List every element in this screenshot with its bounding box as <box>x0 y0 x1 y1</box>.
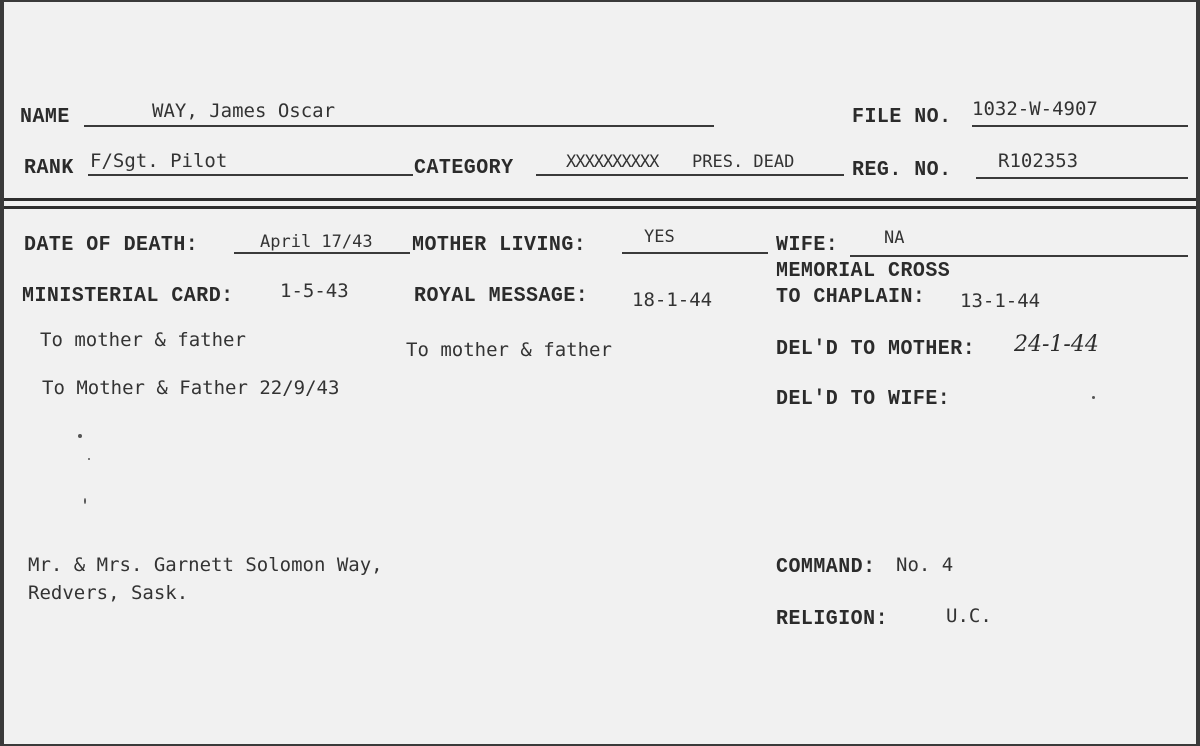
command-label: COMMAND: <box>776 556 876 579</box>
memorial-cross-label: MEMORIAL CROSS <box>776 260 951 283</box>
category-struck-text: XXXXXXXXXX <box>566 152 659 172</box>
rank-label: RANK <box>24 157 74 180</box>
royal-message-value: 18-1-44 <box>632 289 713 311</box>
category-label: CATEGORY <box>414 157 514 180</box>
stray-mark <box>88 458 90 460</box>
divider-rule-top <box>4 198 1196 201</box>
rank-underline <box>88 174 413 176</box>
date-of-death-underline <box>234 252 410 254</box>
address-line-1: Mr. & Mrs. Garnett Solomon Way, <box>28 554 383 576</box>
wife-underline <box>850 255 1188 257</box>
address-line-2: Redvers, Sask. <box>28 582 189 604</box>
ministerial-note: To mother & father <box>40 329 246 351</box>
mother-living-label: MOTHER LIVING: <box>412 234 587 257</box>
deld-to-mother-value: 24-1-44 <box>1014 332 1099 357</box>
to-chaplain-label: TO CHAPLAIN: <box>776 286 926 309</box>
wife-label: WIFE: <box>776 234 839 257</box>
divider-rule-bottom <box>4 206 1196 209</box>
record-card <box>4 2 1196 744</box>
category-value: PRES. DEAD <box>692 152 795 172</box>
deld-to-mother-label: DEL'D TO MOTHER: <box>776 338 976 361</box>
file-no-label: FILE NO. <box>852 106 952 129</box>
stray-mark <box>84 498 86 504</box>
royal-note: To mother & father <box>406 339 612 361</box>
reg-no-value: R102353 <box>998 150 1079 172</box>
stray-mark <box>78 434 82 438</box>
ministerial-card-label: MINISTERIAL CARD: <box>22 285 234 308</box>
ministerial-card-value: 1-5-43 <box>280 280 349 302</box>
rank-value: F/Sgt. Pilot <box>90 150 228 172</box>
religion-value: U.C. <box>946 605 992 627</box>
stray-mark <box>1092 396 1095 399</box>
to-chaplain-value: 13-1-44 <box>960 290 1041 312</box>
royal-message-label: ROYAL MESSAGE: <box>414 285 589 308</box>
date-of-death-value: April 17/43 <box>260 232 373 252</box>
mother-living-underline <box>622 252 768 254</box>
name-underline <box>84 125 714 127</box>
wife-value: NA <box>884 228 905 248</box>
reg-no-underline <box>976 177 1188 179</box>
name-value: WAY, James Oscar <box>152 100 336 122</box>
deld-to-wife-label: DEL'D TO WIFE: <box>776 388 951 411</box>
command-value: No. 4 <box>896 554 954 576</box>
mother-living-value: YES <box>644 227 675 247</box>
reg-no-label: REG. NO. <box>852 159 952 182</box>
file-no-underline <box>972 125 1188 127</box>
category-underline <box>536 174 844 176</box>
file-no-value: 1032-W-4907 <box>972 98 1098 120</box>
name-label: NAME <box>20 106 70 129</box>
ministerial-note-second: To Mother & Father 22/9/43 <box>42 377 340 399</box>
date-of-death-label: DATE OF DEATH: <box>24 234 199 257</box>
religion-label: RELIGION: <box>776 608 889 631</box>
